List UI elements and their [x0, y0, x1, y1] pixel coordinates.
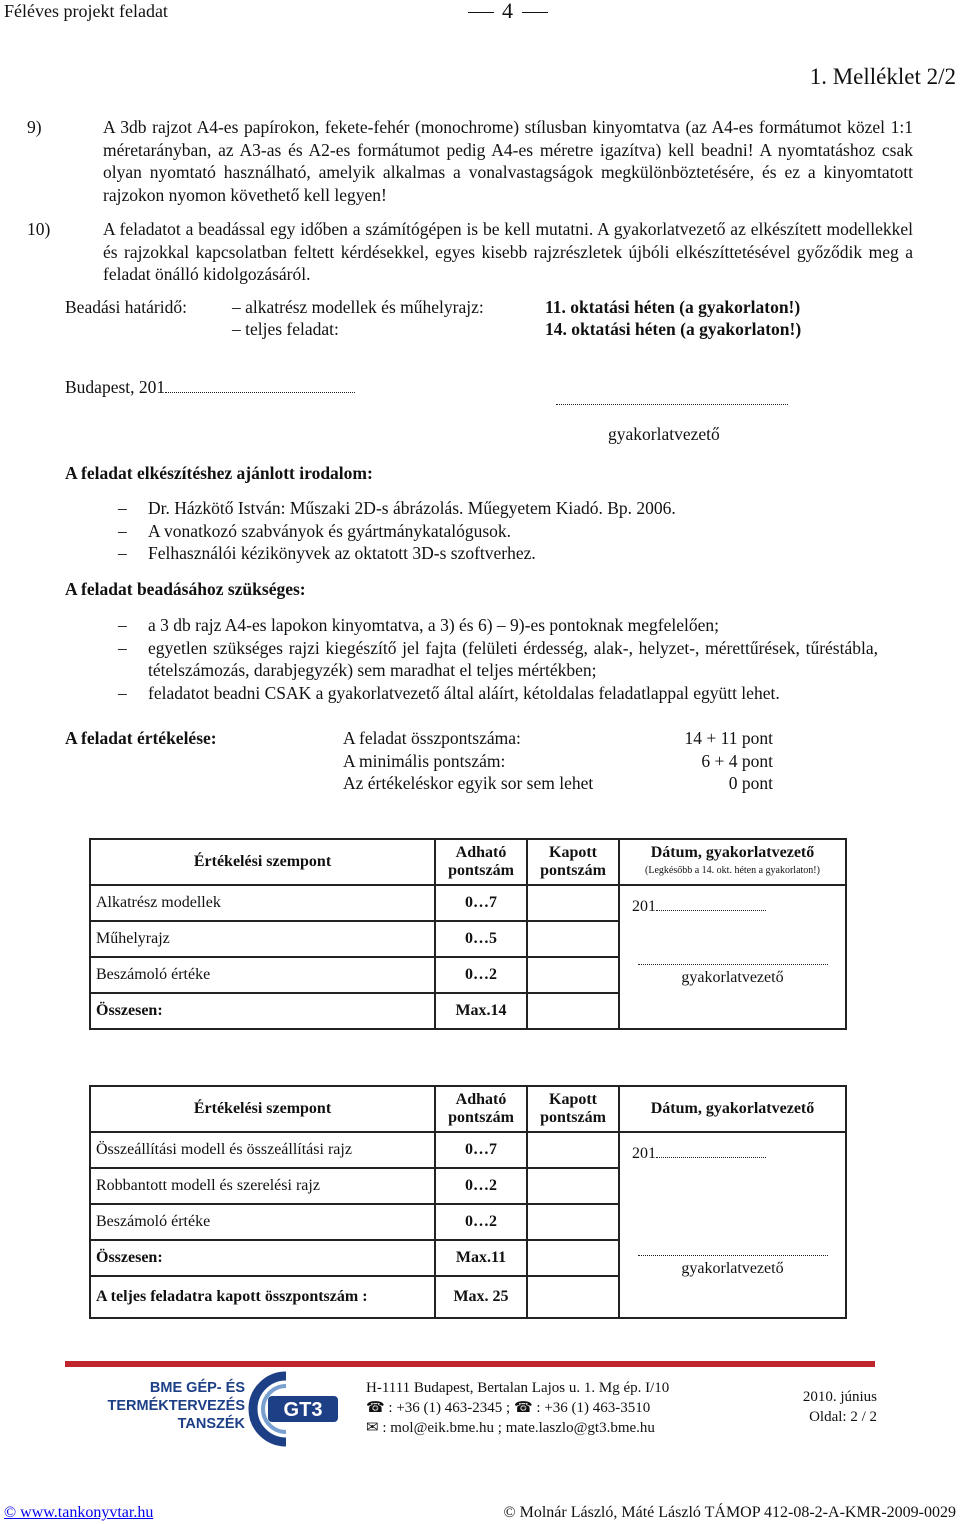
document-title: Féléves projekt feladat — [4, 1, 168, 21]
row-points: 0…7 — [435, 1132, 527, 1168]
signature-line — [638, 1255, 828, 1256]
deadline-item: – alkatrész modellek és műhelyrajz: — [232, 297, 484, 317]
header-max-points: Adható pontszám — [435, 839, 527, 885]
row-label: Robbantott modell és szerelési rajz — [90, 1168, 435, 1204]
row-label: Összesen: — [90, 993, 435, 1029]
date-field: 201 — [632, 1145, 833, 1163]
evaluation-value: 14 + 11 pont — [684, 728, 773, 748]
received-points-cell[interactable] — [527, 1132, 619, 1168]
row-points: 0…7 — [435, 885, 527, 921]
signature-line — [638, 964, 828, 965]
row-label: Alkatrész modellek — [90, 885, 435, 921]
page-footer — [0, 1504, 960, 1524]
gt3-logo-icon — [246, 1370, 341, 1448]
received-points-cell[interactable] — [527, 1276, 619, 1318]
copyright-authors: © Molnár László, Máté László TÁMOP 412-08-2-A-KMR-2009-0029 — [503, 1504, 956, 1521]
header-date-signer: Dátum, gyakorlatvezető (Legkésőbb a 14. okt. héten a gyakorlaton!) — [619, 839, 846, 885]
deadline-item: – teljes feladat: — [232, 319, 339, 339]
row-label: Összeállítási modell és összeállítási rajz — [90, 1132, 435, 1168]
list-item: – egyetlen szükséges rajzi kiegészítő jel fajta (felületi érdesség, alak-, helyzet-, mérettűrések, tűréstábla, tételszámozás, darabjegyzék) sem maradhat el teljes mértékben; — [118, 637, 878, 682]
header-criterion: Értékelési szempont — [90, 1086, 435, 1132]
page-header — [0, 0, 960, 26]
received-points-cell[interactable] — [527, 957, 619, 993]
header-criterion: Értékelési szempont — [90, 839, 435, 885]
literature-list — [118, 497, 878, 565]
received-points-cell[interactable] — [527, 1168, 619, 1204]
row-points: Max.11 — [435, 1240, 527, 1276]
header-received-points: Kapott pontszám — [527, 839, 619, 885]
department-address: H-1111 Budapest, Bertalan Lajos u. 1. Mg ép. I/10 ☎ : +36 (1) 463-2345 ; ☎ : +36 (1) 463-3510 ✉ : mol@eik.bme.hu ; mate.laszlo@gt3.bme.hu — [366, 1380, 670, 1436]
row-points: 0…2 — [435, 1204, 527, 1240]
signature-line — [556, 404, 788, 405]
place-date: Budapest, 201 — [65, 376, 355, 399]
table-header — [90, 1086, 846, 1132]
evaluation-label: Az értékeléskor egyik sor sem lehet — [343, 773, 594, 793]
received-points-cell[interactable] — [527, 1204, 619, 1240]
signer-label: gyakorlatvezető — [681, 1260, 784, 1277]
evaluation-title: A feladat értékelése: — [65, 728, 217, 748]
row-label: Beszámoló értéke — [90, 1204, 435, 1240]
deadline-when: 11. oktatási héten (a gyakorlaton!) — [545, 297, 801, 317]
header-received-points: Kapott pontszám — [527, 1086, 619, 1132]
requirements-list — [118, 614, 878, 704]
row-points: Max.14 — [435, 993, 527, 1029]
copyright-link[interactable]: © www.tankonyvtar.hu — [4, 1504, 154, 1521]
evaluation-table-parts — [89, 838, 847, 1030]
date-blank — [165, 378, 355, 393]
row-label: A teljes feladatra kapott összpontszám : — [90, 1276, 435, 1318]
row-points: 0…2 — [435, 957, 527, 993]
evaluation-value: 6 + 4 pont — [701, 751, 773, 771]
list-item: – A vonatkozó szabványok és gyártmánykatalógusok. — [118, 520, 878, 543]
list-item: – Felhasználói kézikönyvek az oktatott 3D-s szoftverhez. — [118, 542, 878, 565]
header-date-signer: Dátum, gyakorlatvezető — [619, 1086, 846, 1132]
signer-label: gyakorlatvezető — [608, 424, 720, 444]
list-item: – Dr. Házkötő István: Műszaki 2D-s ábrázolás. Műegyetem Kiadó. Bp. 2006. — [118, 497, 878, 520]
footer-band — [65, 1361, 875, 1367]
department-logo-text: BME GÉP- ÉS TERMÉKTERVEZÉS TANSZÉK — [107, 1380, 245, 1432]
received-points-cell[interactable] — [527, 993, 619, 1029]
item-9: 9) A 3db rajzot A4-es papírokon, fekete-fehér (monochrome) stílusban kinyomtatva (az A4-es formátumot közel 1:1 méretarányban, az A3-as és A2-es formátumot pedig A4-es méretre igazítva) kell beadni! A nyomtatáshoz csak olyan nyomtató használható, amelyik alkalmas a vonalvastagságok megkülönböztetésére, és ez a kinyomtatott rajzokon nyomon követhető kell legyen! — [27, 117, 913, 205]
list-item: – feladatot beadni CSAK a gyakorlatvezető által aláírt, kétoldalas feladatlappal együtt lehet. — [118, 682, 878, 705]
footer-date-page: 2010. június Oldal: 2 / 2 — [802, 1389, 877, 1425]
row-label: Beszámoló értéke — [90, 957, 435, 993]
annex-label: 1. Melléklet 2/2 — [809, 64, 956, 89]
table-row — [90, 885, 846, 921]
date-signature-cell[interactable] — [619, 885, 846, 1029]
row-points: 0…5 — [435, 921, 527, 957]
received-points-cell[interactable] — [527, 885, 619, 921]
row-label: Összesen: — [90, 1240, 435, 1276]
row-points: 0…2 — [435, 1168, 527, 1204]
evaluation-table-assembly — [89, 1085, 847, 1319]
requirements-title: A feladat beadásához szükséges: — [65, 579, 306, 599]
header-max-points: Adható pontszám — [435, 1086, 527, 1132]
date-field: 201 — [632, 898, 833, 916]
evaluation-label: A minimális pontszám: — [343, 751, 506, 771]
received-points-cell[interactable] — [527, 1240, 619, 1276]
evaluation-value: 0 pont — [728, 773, 773, 793]
list-item: – a 3 db rajz A4-es lapokon kinyomtatva, a 3) és 6) – 9)-es pontoknak megfelelően; — [118, 614, 878, 637]
row-label: Műhelyrajz — [90, 921, 435, 957]
table-row — [90, 1132, 846, 1168]
evaluation-label: A feladat összpontszáma: — [343, 728, 521, 748]
page-number: 4 — [460, 0, 556, 24]
svg-text:GT3: GT3 — [283, 1399, 323, 1421]
deadline-when: 14. oktatási héten (a gyakorlaton!) — [545, 319, 802, 339]
signer-label: gyakorlatvezető — [681, 969, 784, 986]
literature-title: A feladat elkészítéshez ajánlott irodalom: — [65, 463, 373, 483]
item-10: 10) A feladatot a beadással egy időben a számítógépen is be kell mutatni. A gyakorlatvezető az elkészített modellekkel és rajzokkal kapcsolatban feltett kérdésekkel, egyes kisebb rajzrészletek újbóli elkészíttetésével győződik meg a feladat önálló kidolgozásáról. — [27, 219, 913, 284]
deadline-label: Beadási határidő: — [65, 297, 187, 317]
date-signature-cell[interactable] — [619, 1132, 846, 1318]
row-points: Max. 25 — [435, 1276, 527, 1318]
table-header — [90, 839, 846, 885]
received-points-cell[interactable] — [527, 921, 619, 957]
